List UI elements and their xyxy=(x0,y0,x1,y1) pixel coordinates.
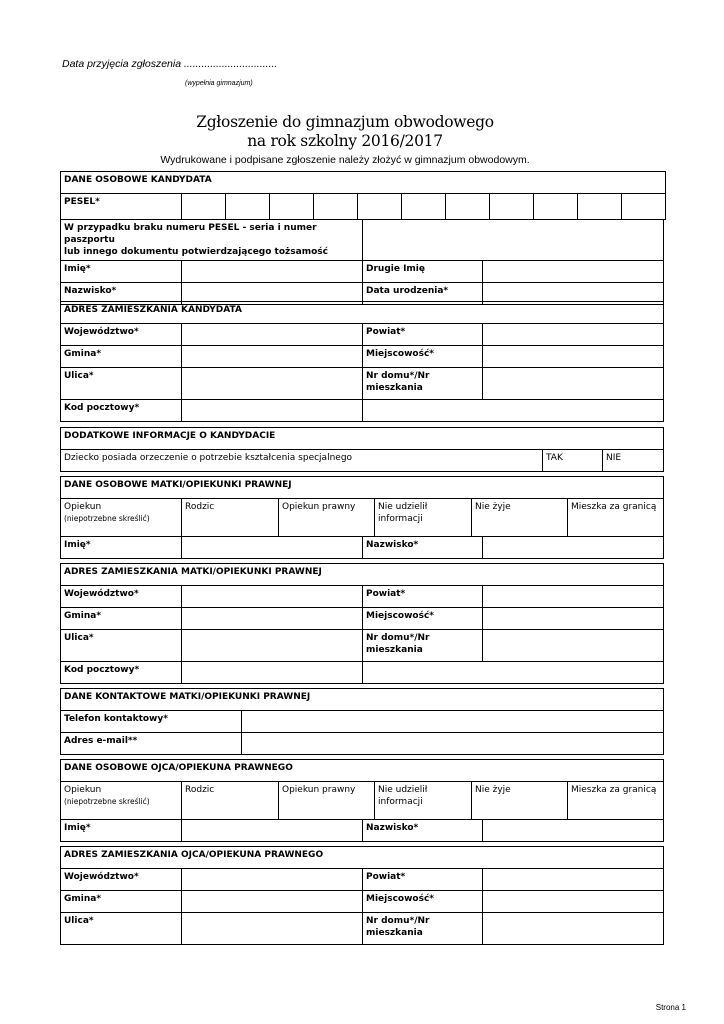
house-number-label: Nr domu*/Nr mieszkania xyxy=(363,913,483,945)
street-label: Ulica* xyxy=(61,368,182,400)
section-header: ADRES ZAMIESZKANIA MATKI/OPIEKUNKI PRAWNEJ xyxy=(61,564,664,586)
town-label: Miejscowość* xyxy=(363,608,483,630)
section-header: DODATKOWE INFORMACJE O KANDYDACIE xyxy=(61,428,664,450)
birth-date-label: Data urodzenia* xyxy=(363,283,483,305)
option-legal-guardian[interactable]: Opiekun prawny xyxy=(279,782,375,820)
phone-label: Telefon kontaktowy* xyxy=(61,711,242,733)
house-number-field[interactable] xyxy=(483,368,664,400)
street-field[interactable] xyxy=(182,913,363,945)
pesel-digit-field[interactable] xyxy=(182,194,226,220)
town-field[interactable] xyxy=(483,608,664,630)
first-name-field[interactable] xyxy=(182,537,363,559)
first-name-field[interactable] xyxy=(182,261,363,283)
pesel-digit-field[interactable] xyxy=(578,194,622,220)
commune-field[interactable] xyxy=(182,608,363,630)
section-header: DANE KONTAKTOWE MATKI/OPIEKUNKI PRAWNEJ xyxy=(61,689,664,711)
mother-section xyxy=(60,476,663,559)
empty-cell xyxy=(363,662,664,684)
street-field[interactable] xyxy=(182,368,363,400)
surname-field[interactable] xyxy=(483,537,664,559)
option-no-info[interactable]: Nie udzielił informacji xyxy=(375,499,472,537)
county-label: Powiat* xyxy=(363,324,483,346)
commune-label: Gmina* xyxy=(61,346,182,368)
option-deceased[interactable]: Nie żyje xyxy=(472,499,568,537)
surname-field[interactable] xyxy=(483,820,664,842)
surname-label: Nazwisko* xyxy=(61,283,182,305)
voivodeship-field[interactable] xyxy=(182,324,363,346)
county-label: Powiat* xyxy=(363,869,483,891)
house-number-field[interactable] xyxy=(483,630,664,662)
pesel-digit-field[interactable] xyxy=(490,194,534,220)
commune-label: Gmina* xyxy=(61,891,182,913)
county-field[interactable] xyxy=(483,586,664,608)
section-header: ADRES ZAMIESZKANIA OJCA/OPIEKUNA PRAWNEGO xyxy=(61,847,664,869)
house-number-label: Nr domu*/Nr mieszkania xyxy=(363,630,483,662)
county-field[interactable] xyxy=(483,324,664,346)
section-header: DANE OSOBOWE OJCA/OPIEKUNA PRAWNEGO xyxy=(61,760,664,782)
first-name-label: Imię* xyxy=(61,261,182,283)
first-name-label: Imię* xyxy=(61,820,182,842)
father-section xyxy=(60,759,663,842)
pesel-digit-field[interactable] xyxy=(402,194,446,220)
section-header: DANE OSOBOWE MATKI/OPIEKUNKI PRAWNEJ xyxy=(61,477,664,499)
commune-field[interactable] xyxy=(182,891,363,913)
answer-no-option[interactable]: NIE xyxy=(603,450,664,472)
pesel-digit-field[interactable] xyxy=(358,194,402,220)
father-address-section xyxy=(60,846,663,945)
first-name-label: Imię* xyxy=(61,537,182,559)
pesel-label: PESEL* xyxy=(61,194,182,220)
additional-info-section xyxy=(60,427,663,472)
special-education-question: Dziecko posiada orzeczenie o potrzebie kształcenia specjalnego xyxy=(61,450,543,472)
second-name-field[interactable] xyxy=(483,261,664,283)
option-parent[interactable]: Rodzic xyxy=(182,499,279,537)
phone-field[interactable] xyxy=(242,711,664,733)
voivodeship-label: Województwo* xyxy=(61,324,182,346)
town-label: Miejscowość* xyxy=(363,891,483,913)
form-title-line1: Zgłoszenie do gimnazjum obwodowego xyxy=(196,113,494,131)
page-number: Strona 1 xyxy=(655,1003,686,1012)
option-legal-guardian[interactable]: Opiekun prawny xyxy=(279,499,375,537)
option-parent[interactable]: Rodzic xyxy=(182,782,279,820)
house-number-label: Nr domu*/Nr mieszkania xyxy=(363,368,483,400)
acceptance-date-label: Data przyjęcia zgłoszenia ................................ xyxy=(62,58,278,70)
town-field[interactable] xyxy=(483,891,664,913)
town-label: Miejscowość* xyxy=(363,346,483,368)
option-lives-abroad[interactable]: Mieszka za granicą xyxy=(568,782,664,820)
second-name-label: Drugie Imię xyxy=(363,261,483,283)
form-title-line2: na rok szkolny 2016/2017 xyxy=(247,132,443,150)
commune-label: Gmina* xyxy=(61,608,182,630)
county-label: Powiat* xyxy=(363,586,483,608)
commune-field[interactable] xyxy=(182,346,363,368)
postal-code-label: Kod pocztowy* xyxy=(61,400,182,422)
pesel-digit-field[interactable] xyxy=(534,194,578,220)
voivodeship-label: Województwo* xyxy=(61,869,182,891)
pesel-digit-field[interactable] xyxy=(314,194,358,220)
pesel-digit-field[interactable] xyxy=(622,194,666,220)
no-pesel-label: W przypadku braku numeru PESEL - seria i numer paszportu lub innego dokumentu potwierdzającego tożsamość xyxy=(61,220,363,261)
document-number-field[interactable] xyxy=(363,220,664,261)
first-name-field[interactable] xyxy=(182,820,363,842)
option-deceased[interactable]: Nie żyje xyxy=(472,782,568,820)
pesel-digit-field[interactable] xyxy=(446,194,490,220)
street-label: Ulica* xyxy=(61,630,182,662)
acceptance-date-note: (wypełnia gimnazjum) xyxy=(185,80,253,87)
postal-code-label: Kod pocztowy* xyxy=(61,662,182,684)
pesel-digit-field[interactable] xyxy=(226,194,270,220)
option-no-info[interactable]: Nie udzielił informacji xyxy=(375,782,472,820)
option-lives-abroad[interactable]: Mieszka za granicą xyxy=(568,499,664,537)
email-label: Adres e-mail** xyxy=(61,733,242,755)
pesel-digit-field[interactable] xyxy=(270,194,314,220)
guardian-label: Opiekun (niepotrzebne skreślić) xyxy=(61,499,182,537)
mother-contact-section xyxy=(60,688,663,755)
county-field[interactable] xyxy=(483,869,664,891)
section-header: ADRES ZAMIESZKANIA KANDYDATA xyxy=(61,302,664,324)
form-instruction: Wydrukowane i podpisane zgłoszenie należy złożyć w gimnazjum obwodowym. xyxy=(160,154,530,166)
candidate-section xyxy=(60,171,663,305)
postal-code-field[interactable] xyxy=(182,400,363,422)
voivodeship-field[interactable] xyxy=(182,586,363,608)
surname-label: Nazwisko* xyxy=(363,820,483,842)
street-label: Ulica* xyxy=(61,913,182,945)
postal-code-field[interactable] xyxy=(182,662,363,684)
candidate-address-section xyxy=(60,301,663,422)
mother-address-section xyxy=(60,563,663,684)
section-header: DANE OSOBOWE KANDYDATA xyxy=(61,172,666,194)
empty-cell xyxy=(363,400,664,422)
voivodeship-field[interactable] xyxy=(182,869,363,891)
guardian-label: Opiekun (niepotrzebne skreślić) xyxy=(61,782,182,820)
house-number-field[interactable] xyxy=(483,913,664,945)
street-field[interactable] xyxy=(182,630,363,662)
surname-label: Nazwisko* xyxy=(363,537,483,559)
email-field[interactable] xyxy=(242,733,664,755)
answer-yes-option[interactable]: TAK xyxy=(543,450,603,472)
town-field[interactable] xyxy=(483,346,664,368)
voivodeship-label: Województwo* xyxy=(61,586,182,608)
